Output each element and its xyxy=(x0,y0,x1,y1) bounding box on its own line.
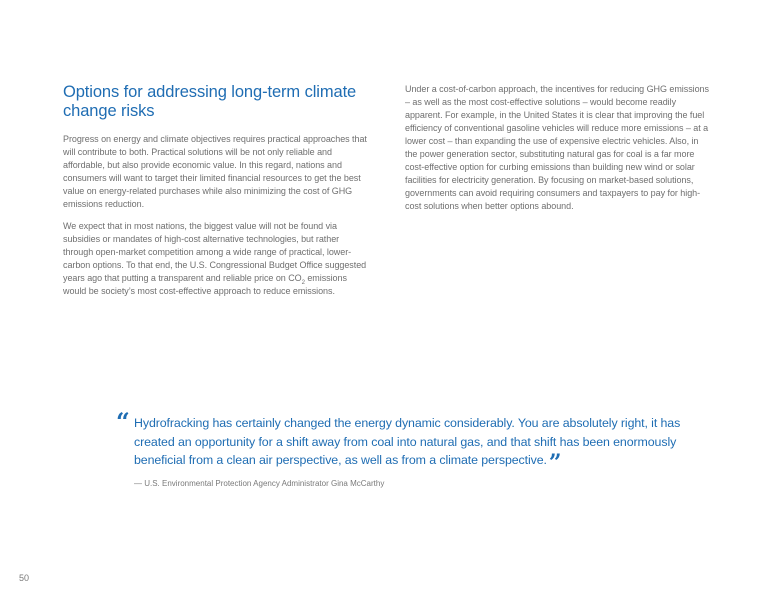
quote-attribution: — U.S. Environmental Protection Agency Administrator Gina McCarthy xyxy=(134,478,385,488)
left-paragraph-2 xyxy=(63,220,369,298)
left-paragraph-2-text-end: emissions would be society’s most cost-effective approach to reduce emissions. xyxy=(63,273,347,296)
section-heading: Options for addressing long-term climate change risks xyxy=(63,83,357,120)
right-paragraph-1: Under a cost-of-carbon approach, the incentives for reducing GHG emissions – as well as the most cost-effective solutions – would become readily apparent. For example, in the United States it is clear that improving the fuel efficiency of conventional gasoline vehicles will reduce more emissions – at a lower cost – than expanding the use of expensive electric vehicles. Also, in the power generation sector, substituting natural gas for coal is a far more cost-effective option for curbing emissions than building new wind or solar facilities for electricity generation. By focusing on market-based solutions, governments can avoid requiring consumers and taxpayers to pay for high-cost solutions when better options abound. xyxy=(405,84,709,211)
pull-quote xyxy=(116,407,686,488)
close-quote-icon: ” xyxy=(548,450,562,476)
left-paragraph-2-text: We expect that in most nations, the biggest value will not be found via subsidies or mandates of high-cost alternative technologies, but rather through open-market competition among a wide range of practical, lower-carbon options. To that end, the U.S. Congressional Budget Office suggested years ago that putting a transparent and reliable price on CO xyxy=(63,221,367,283)
quote-text xyxy=(134,414,686,476)
right-column xyxy=(405,83,711,222)
page-number: 50 xyxy=(19,573,30,583)
open-quote-icon: “ xyxy=(116,407,130,436)
quote-body: Hydrofracking has certainly changed the energy dynamic considerably. You are absolutely right, it has created an opportunity for a shift away from coal into natural gas, and that shift has been enormously beneficial from a clean air perspective, as well as from a climate perspective. xyxy=(134,416,681,467)
left-column xyxy=(63,83,369,307)
left-paragraph-1: Progress on energy and climate objectives requires practical approaches that will contribute to both. Practical solutions will be not only reliable and affordable, but also provide economic value. In this regard, nations and consumers will want to target their limited financial resources to get the best value on energy-related purchases while also minimizing the cost of GHG emissions reduction. xyxy=(63,134,367,209)
co2-subscript: 2 xyxy=(301,279,305,286)
